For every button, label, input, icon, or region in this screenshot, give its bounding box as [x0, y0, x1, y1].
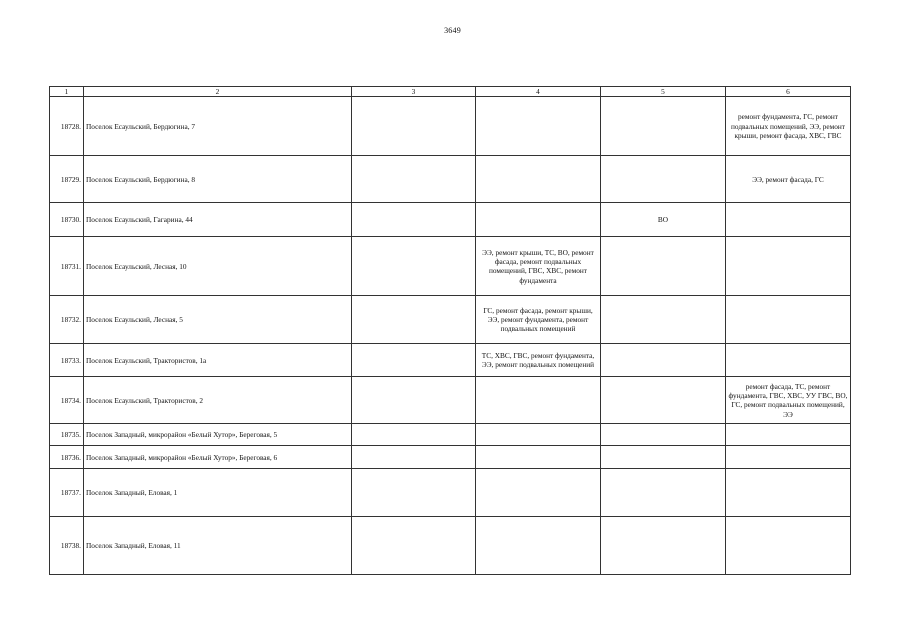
column-5-cell [601, 517, 726, 575]
row-number: 18730. [50, 203, 84, 237]
row-number: 18732. [50, 296, 84, 344]
address-cell: Поселок Есаульский, Лесная, 5 [84, 296, 352, 344]
column-5-cell [601, 97, 726, 156]
row-number: 18737. [50, 469, 84, 517]
column-4-cell [476, 446, 601, 469]
table-row [50, 424, 851, 446]
column-3-cell [352, 97, 476, 156]
column-3-cell [352, 237, 476, 296]
column-6-cell [726, 344, 851, 377]
column-header: 5 [601, 87, 726, 97]
table-row [50, 203, 851, 237]
address-cell: Поселок Западный, микрорайон «Белый Хутор», Береговая, 5 [84, 424, 352, 446]
column-4-cell [476, 469, 601, 517]
column-6-cell [726, 237, 851, 296]
column-3-cell [352, 344, 476, 377]
column-header: 1 [50, 87, 84, 97]
column-3-cell [352, 296, 476, 344]
address-cell: Поселок Есаульский, Бердюгина, 7 [84, 97, 352, 156]
column-header: 6 [726, 87, 851, 97]
column-header: 2 [84, 87, 352, 97]
table-row [50, 446, 851, 469]
row-number: 18729. [50, 156, 84, 203]
column-header: 3 [352, 87, 476, 97]
table-row [50, 296, 851, 344]
row-number: 18731. [50, 237, 84, 296]
column-header: 4 [476, 87, 601, 97]
row-number: 18733. [50, 344, 84, 377]
table-row [50, 377, 851, 424]
table-row [50, 517, 851, 575]
column-6-cell [726, 203, 851, 237]
column-6-cell: ЭЭ, ремонт фасада, ГС [726, 156, 851, 203]
column-6-cell [726, 446, 851, 469]
address-cell: Поселок Есаульский, Трактористов, 1а [84, 344, 352, 377]
row-number: 18738. [50, 517, 84, 575]
address-cell: Поселок Есаульский, Гагарина, 44 [84, 203, 352, 237]
column-5-cell: ВО [601, 203, 726, 237]
column-4-cell: ТС, ХВС, ГВС, ремонт фундамента, ЭЭ, ремонт подвальных помещений [476, 344, 601, 377]
column-4-cell: ЭЭ, ремонт крыши, ТС, ВО, ремонт фасада, ремонт подвальных помещений, ГВС, ХВС, ремонт фундамента [476, 237, 601, 296]
table-row [50, 237, 851, 296]
page-number: 3649 [444, 26, 461, 35]
address-cell: Поселок Есаульский, Трактористов, 2 [84, 377, 352, 424]
column-4-cell [476, 156, 601, 203]
column-3-cell [352, 469, 476, 517]
column-4-cell [476, 377, 601, 424]
table-row [50, 97, 851, 156]
column-4-cell [476, 424, 601, 446]
row-number: 18728. [50, 97, 84, 156]
address-cell: Поселок Есаульский, Бердюгина, 8 [84, 156, 352, 203]
column-5-cell [601, 424, 726, 446]
column-3-cell [352, 203, 476, 237]
address-cell: Поселок Есаульский, Лесная, 10 [84, 237, 352, 296]
column-4-cell: ГС, ремонт фасада, ремонт крыши, ЭЭ, ремонт фундамента, ремонт подвальных помещений [476, 296, 601, 344]
column-5-cell [601, 156, 726, 203]
column-3-cell [352, 424, 476, 446]
column-6-cell [726, 296, 851, 344]
address-cell: Поселок Западный, Еловая, 11 [84, 517, 352, 575]
row-number: 18734. [50, 377, 84, 424]
column-5-cell [601, 446, 726, 469]
column-6-cell [726, 469, 851, 517]
column-3-cell [352, 517, 476, 575]
row-number: 18735. [50, 424, 84, 446]
table-row [50, 156, 851, 203]
address-cell: Поселок Западный, Еловая, 1 [84, 469, 352, 517]
column-5-cell [601, 377, 726, 424]
column-5-cell [601, 344, 726, 377]
address-cell: Поселок Западный, микрорайон «Белый Хутор», Береговая, 6 [84, 446, 352, 469]
column-4-cell [476, 97, 601, 156]
column-6-cell: ремонт фасада, ТС, ремонт фундамента, ГВС, ХВС, УУ ГВС, ВО, ГС, ремонт подвальных помещений, ЭЭ [726, 377, 851, 424]
column-5-cell [601, 469, 726, 517]
header-row [50, 87, 851, 97]
column-6-cell [726, 517, 851, 575]
column-5-cell [601, 237, 726, 296]
column-4-cell [476, 517, 601, 575]
registry-table [49, 86, 851, 575]
column-4-cell [476, 203, 601, 237]
row-number: 18736. [50, 446, 84, 469]
table-row [50, 344, 851, 377]
column-5-cell [601, 296, 726, 344]
column-6-cell: ремонт фундамента, ГС, ремонт подвальных помещений, ЭЭ, ремонт крыши, ремонт фасада, ХВС, ГВС [726, 97, 851, 156]
column-3-cell [352, 377, 476, 424]
table-row [50, 469, 851, 517]
column-3-cell [352, 156, 476, 203]
column-6-cell [726, 424, 851, 446]
column-3-cell [352, 446, 476, 469]
